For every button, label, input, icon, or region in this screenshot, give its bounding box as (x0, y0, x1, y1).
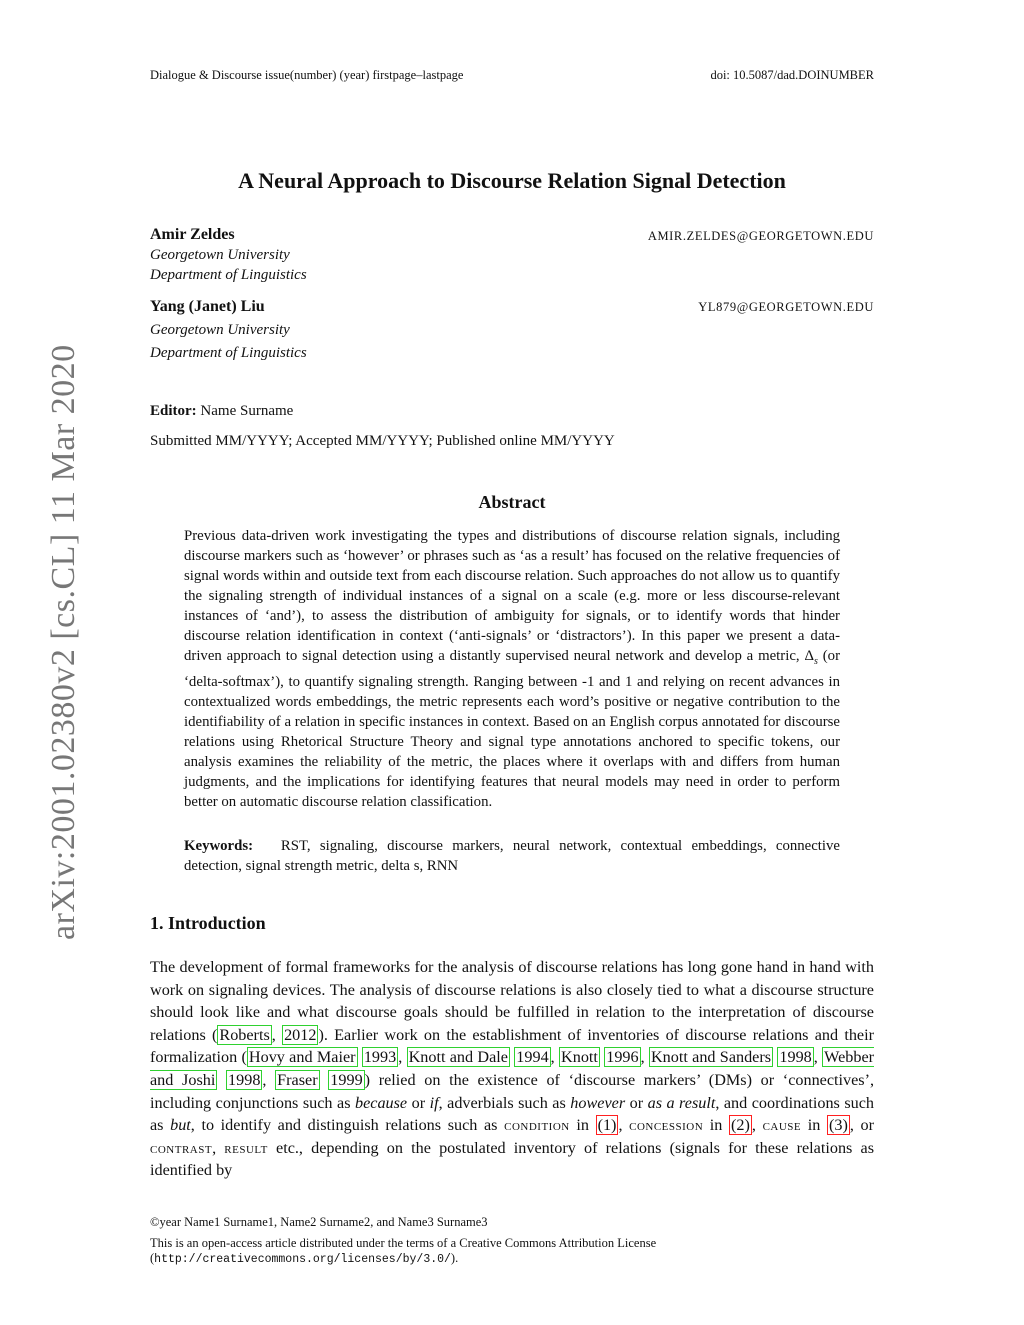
author-name: Amir Zeldes (150, 226, 235, 243)
relation-name: result (224, 1138, 268, 1157)
delta-subscript: s (813, 655, 818, 667)
author-department: Department of Linguistics (150, 267, 307, 283)
intro-text: ). Earlier work on the establishment of inventories of discourse relations and their formalization ( (150, 1025, 875, 1067)
citation-link[interactable]: Fraser (277, 1070, 318, 1089)
citation-link[interactable]: 1993 (363, 1048, 397, 1067)
intro-text: etc., depending on the postulated inventory of relations (signals for these relations as identified by (150, 1138, 875, 1180)
keywords (184, 836, 840, 876)
citation-separator: , (262, 1070, 276, 1089)
license-notice (150, 1236, 656, 1267)
intro-paragraph (150, 956, 874, 1182)
paper-title: A Neural Approach to Discourse Relation Signal Detection (238, 168, 786, 193)
arxiv-stamp: arXiv:2001.02380v2 [cs.CL] 11 Mar 2020 (45, 344, 82, 940)
intro-text: , or (849, 1116, 875, 1135)
intro-text: , adverbials such as (438, 1093, 571, 1112)
abstract-body (184, 526, 840, 812)
citation-link[interactable]: 1996 (606, 1048, 639, 1067)
citation-link[interactable]: 1998 (779, 1048, 812, 1067)
citation-separator: , (640, 1048, 649, 1067)
italic-term: because (354, 1093, 408, 1112)
citation-link[interactable]: 2012 (284, 1025, 317, 1044)
relation-name: condition (504, 1116, 570, 1135)
citation-link[interactable]: Knott (561, 1048, 598, 1067)
copyright-notice: ©year Name1 Surname1, Name2 Surname2, and Name3 Surname3 (150, 1215, 488, 1229)
author-institution: Georgetown University (150, 322, 290, 338)
citation-separator: , (813, 1048, 823, 1067)
author-name: Yang (Janet) Liu (150, 298, 265, 315)
italic-term: but (170, 1116, 191, 1135)
citation-link[interactable]: 1998 (228, 1070, 261, 1089)
citation-link[interactable]: Hovy and Maier (248, 1048, 356, 1067)
license-paren: ( (150, 1251, 155, 1265)
abstract-text: (or ‘delta-softmax’), to quantify signaling strength. Ranging between -1 and 1 and relying on recent advances in contextualized words embeddings, the metric represents each word’s positive or negative contribution to the identifiability of a relation in specific instances in context. Based on an English corpus annotated for discourse relations using Rhetorical Structure Theory and signal type annotations anchored to specific tokens, our analysis examines the reliability of the metric, the places where it overlaps with and differs from human judgments, and the implications for identifying features that neural models may need in order to perform better on automatic discourse relation classification. (184, 648, 841, 810)
relation-name: cause (762, 1116, 802, 1135)
section-heading: 1. Introduction (150, 913, 266, 933)
editor-label: Editor: (150, 403, 197, 419)
citation-link[interactable]: Roberts (219, 1025, 270, 1044)
author-email[interactable]: YL879@GEORGETOWN.EDU (698, 300, 874, 314)
editor-line (150, 403, 293, 420)
italic-term: as a result (647, 1093, 716, 1112)
example-ref-link[interactable]: (2) (731, 1116, 750, 1135)
author-email[interactable]: AMIR.ZELDES@GEORGETOWN.EDU (647, 229, 874, 243)
italic-term: if (429, 1093, 439, 1112)
author-department: Department of Linguistics (150, 345, 307, 361)
editor-value: Name Surname (200, 403, 294, 419)
intro-text: , (618, 1116, 630, 1135)
example-ref-link[interactable]: (1) (597, 1116, 617, 1135)
intro-text: , and coordinations such as (150, 1093, 874, 1135)
abstract-heading: Abstract (478, 492, 546, 512)
intro-text: in (569, 1116, 596, 1135)
citation-link[interactable]: Knott and Sanders (650, 1048, 772, 1067)
abstract-text: Previous data-driven work investigating the types and distributions of discourse relation signals, including discourse markers such as ‘however’ or phrases such as ‘as a result’ has focused on the relative frequencies of signal words within and outside text from each discourse relation. Such approaches do not allow us to quantify the signaling strength of individual instances of a signal on a scale (e.g. more or less discourse-relevant instances of ‘and’), to assess the distribution of ambiguity for signals, or to identify words that hinder discourse relation identification in context (‘anti-signals’ or ‘distractors’). In this paper we present a data-driven approach to signal detection using a distantly supervised neural network and develop a metric, (184, 528, 840, 664)
intro-text: , (212, 1138, 225, 1157)
delta-symbol: Δ (804, 648, 814, 664)
license-line: This is an open-access article distributed under the terms of a Creative Commons Attribution License (150, 1236, 657, 1250)
keywords-text: RST, signaling, discourse markers, neural network, contextual embeddings, connective detection, signal strength metric, delta s, RNN (184, 838, 840, 874)
citation-separator: , (271, 1025, 283, 1044)
journal-header: Dialogue & Discourse issue(number) (year) firstpage–lastpage (150, 68, 464, 82)
license-paren: ). (450, 1251, 459, 1265)
citation-link[interactable]: 1994 (516, 1048, 549, 1067)
example-ref-link[interactable]: (3) (828, 1116, 848, 1135)
intro-text: ) relied on the existence of ‘discourse markers’ (DMs) or ‘connectives’, including conjunctions such as (150, 1070, 875, 1112)
intro-text: in (703, 1116, 730, 1135)
intro-text: The development of formal frameworks for the analysis of discourse relations has long gone hand in hand with work on signaling devices. The analysis of discourse relations is also closely tied to what a discourse structure should look like and what discourse goals should be fulfilled in relation to the interpretation of discourse relations ( (150, 958, 874, 1044)
intro-text: in (801, 1116, 827, 1135)
doi-header: doi: 10.5087/dad.DOINUMBER (710, 68, 874, 82)
keywords-label: Keywords: (184, 838, 254, 854)
citation-link[interactable]: Knott and Dale (408, 1048, 508, 1067)
citation-separator: , (398, 1048, 407, 1067)
license-url-link[interactable]: http://creativecommons.org/licenses/by/3.0/ (154, 1253, 451, 1266)
publication-dates: Submitted MM/YYYY; Accepted MM/YYYY; Published online MM/YYYY (150, 433, 615, 449)
citation-link[interactable]: 1999 (330, 1070, 363, 1089)
intro-text: or (625, 1093, 648, 1112)
relation-name: concession (629, 1116, 704, 1135)
citation-separator: , (550, 1048, 560, 1067)
italic-term: however (570, 1093, 626, 1112)
author-institution: Georgetown University (150, 247, 290, 263)
intro-text: or (407, 1093, 430, 1112)
citation-link[interactable]: Webber and Joshi (150, 1048, 875, 1089)
relation-name: contrast (150, 1138, 213, 1157)
intro-text: , (751, 1116, 763, 1135)
intro-text: , to identify and distinguish relations such as (190, 1116, 505, 1135)
